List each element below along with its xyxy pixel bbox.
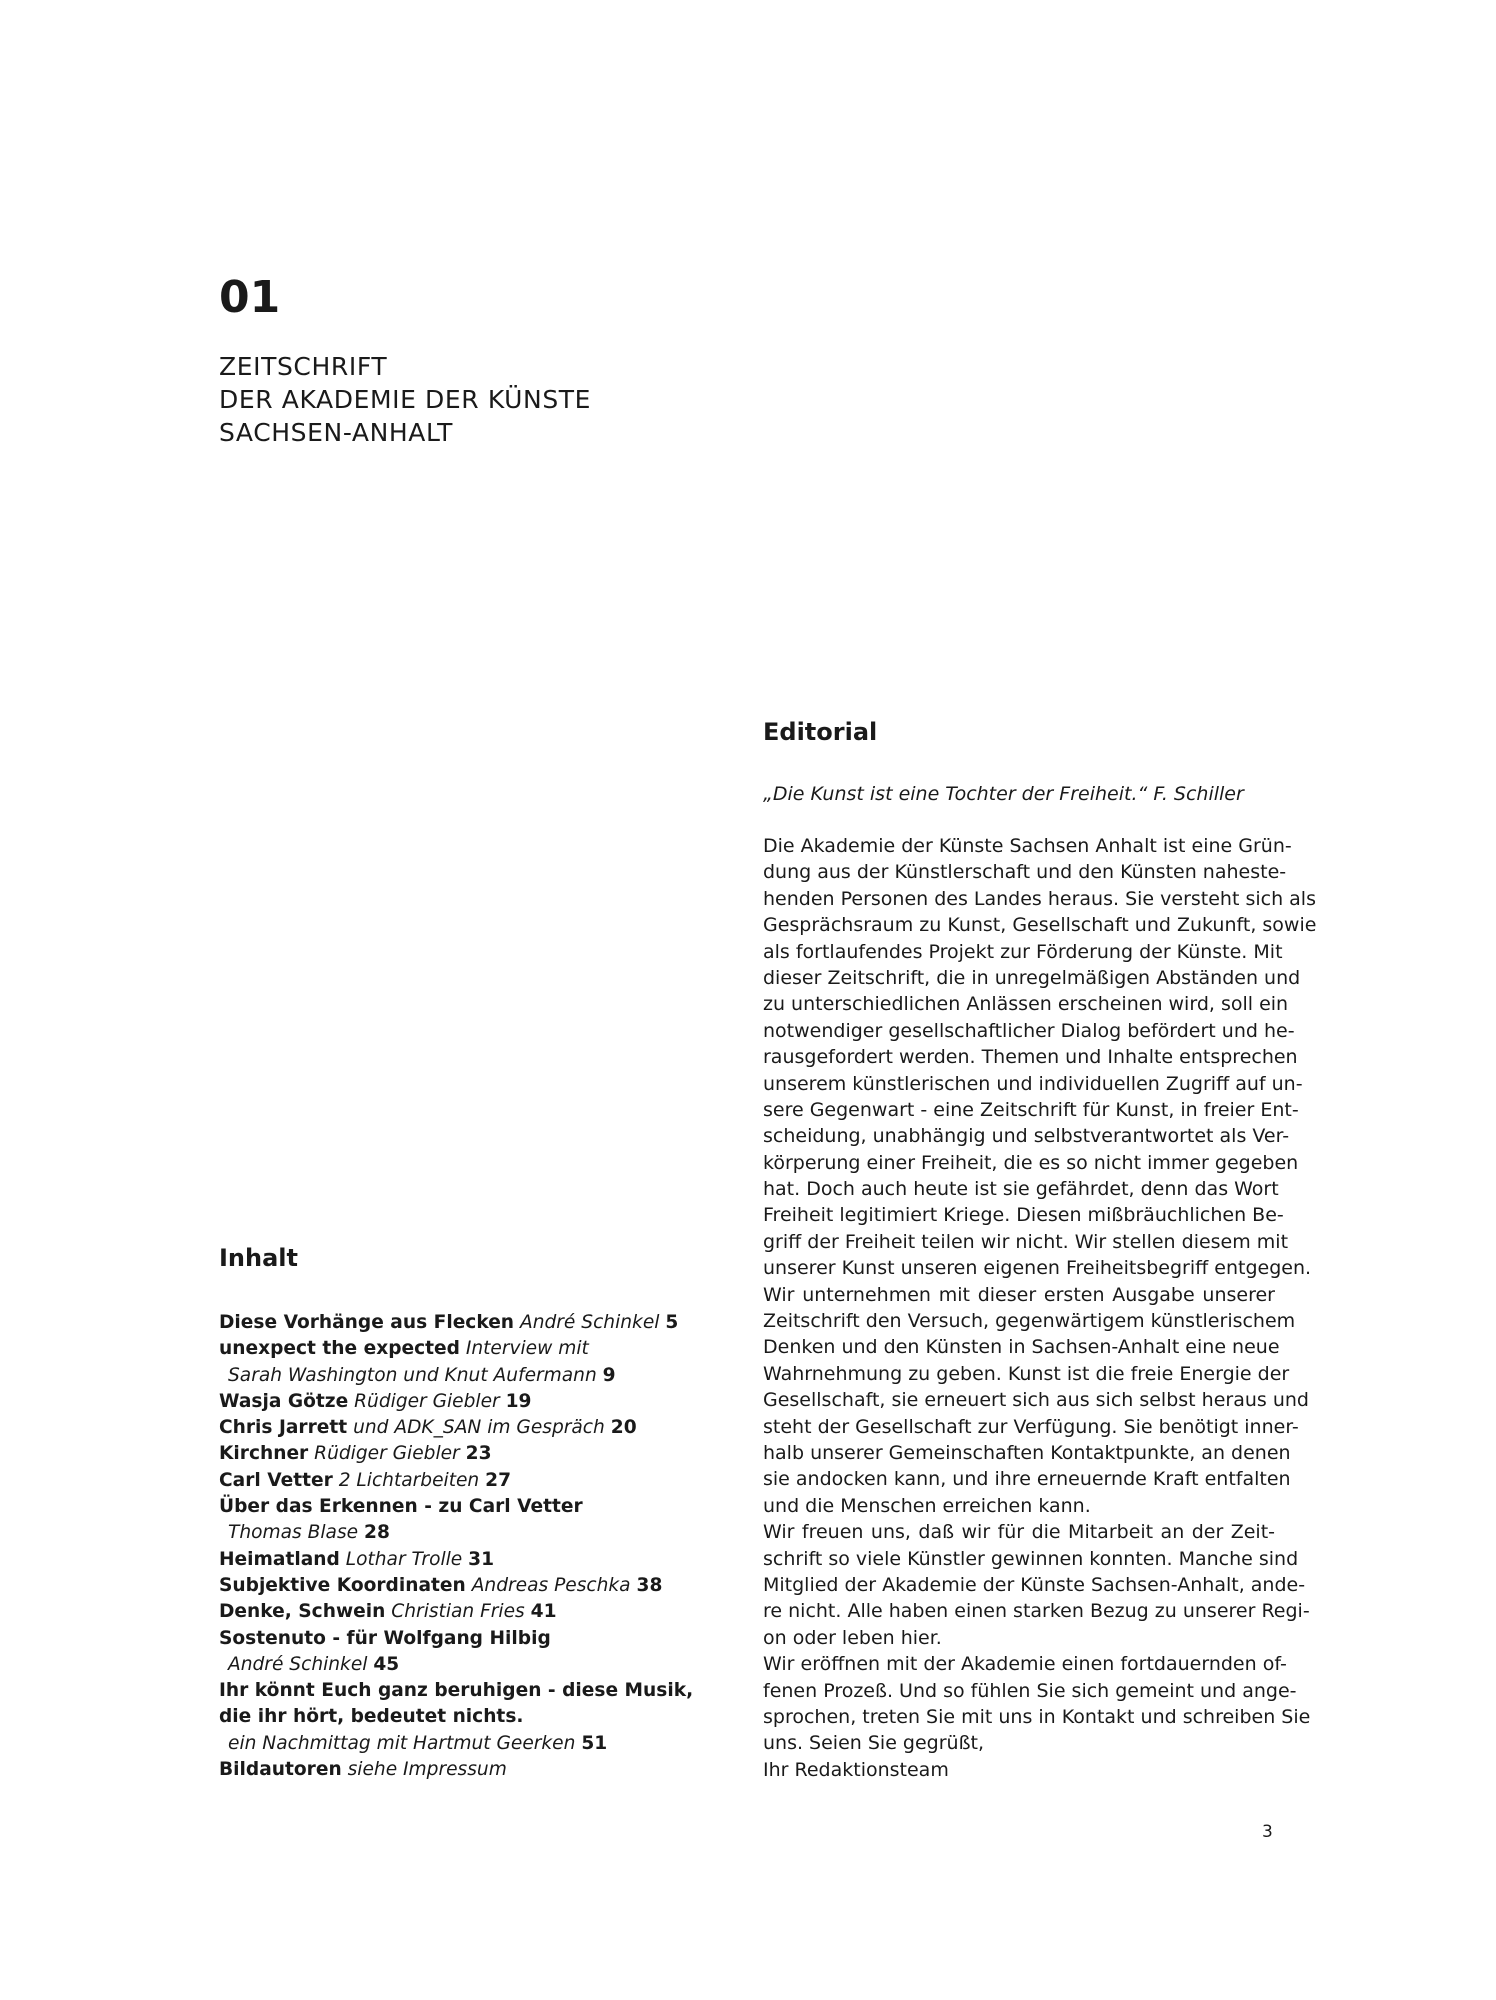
toc-entry-author: 2 Lichtarbeiten xyxy=(338,1469,480,1491)
toc-entry-page: 41 xyxy=(530,1601,557,1623)
editorial-line: notwendiger gesellschaftlicher Dialog befördert und he- xyxy=(763,1019,1295,1042)
toc-entry-page: 45 xyxy=(373,1653,400,1675)
toc-entry xyxy=(219,1678,694,1704)
toc-entry-author: Sarah Washington und Knut Aufermann xyxy=(228,1364,597,1386)
toc-entry xyxy=(219,1336,659,1362)
toc-entry xyxy=(219,1363,659,1389)
toc-entry-title: Bildautoren xyxy=(219,1759,342,1781)
editorial-line: Die Akademie der Künste Sachsen Anhalt ist eine Grün- xyxy=(763,835,1292,857)
toc-entry-author: Lothar Trolle xyxy=(345,1548,463,1570)
editorial-line: sie andocken kann, und ihre erneuernde Kraft entfalten xyxy=(763,1468,1291,1491)
editorial-line: hat. Doch auch heute ist sie gefährdet, denn das Wort xyxy=(763,1178,1279,1201)
toc-entry xyxy=(219,1704,659,1730)
toc-entry xyxy=(219,1731,659,1757)
page-number: 3 xyxy=(1262,1822,1273,1842)
toc-entry-title: Heimatland xyxy=(219,1548,340,1570)
toc-entry xyxy=(219,1494,659,1520)
toc-entry xyxy=(219,1599,659,1625)
toc-entry-title: Subjektive Koordinaten xyxy=(219,1574,466,1596)
toc-entry xyxy=(219,1415,659,1441)
toc-entry-author: Rüdiger Giebler xyxy=(354,1390,500,1412)
editorial-line: griff der Freiheit teilen wir nicht. Wir stellen diesem mit xyxy=(763,1230,1289,1253)
toc-entry xyxy=(219,1389,659,1415)
editorial-line: Freiheit legitimiert Kriege. Diesen mißbräuchlichen Be- xyxy=(763,1204,1284,1227)
toc-entry-title: Chris Jarrett xyxy=(219,1417,348,1439)
editorial-line: halb unserer Gemeinschaften Kontaktpunkte, an denen xyxy=(763,1441,1291,1464)
editorial-line: Ihr Redaktionsteam xyxy=(763,1758,949,1781)
toc-entry xyxy=(219,1547,659,1573)
editorial-body xyxy=(763,833,1317,1783)
journal-title-line: ZEITSCHRIFT xyxy=(219,352,388,381)
editorial-line: Denken und den Künsten in Sachsen-Anhalt eine neue xyxy=(763,1336,1280,1359)
editorial-line: Wir unternehmen mit dieser ersten Ausgabe unserer xyxy=(763,1283,1275,1306)
editorial-line: on oder leben hier. xyxy=(763,1626,942,1649)
editorial-line: Wahrnehmung zu geben. Kunst ist die freie Energie der xyxy=(763,1362,1290,1385)
toc-entry-title: die ihr hört, bedeutet nichts. xyxy=(219,1706,524,1728)
toc-entry-title: Über das Erkennen - zu Carl Vetter xyxy=(219,1496,583,1518)
toc-entry xyxy=(219,1310,679,1336)
editorial-line: fenen Prozeß. Und so fühlen Sie sich gemeint und ange- xyxy=(763,1679,1297,1702)
toc-entry-page: 23 xyxy=(465,1443,492,1465)
toc-entry-page: 20 xyxy=(610,1417,637,1439)
toc-entry-author: André Schinkel xyxy=(228,1653,368,1675)
editorial-line: scheidung, unabhängig und selbstverantwortet als Ver- xyxy=(763,1125,1290,1148)
toc-entry-page: 5 xyxy=(665,1312,679,1333)
toc-entry-author: Christian Fries xyxy=(391,1601,525,1623)
editorial-line: henden Personen des Landes heraus. Sie versteht sich als xyxy=(763,887,1316,910)
editorial-line: zu unterschiedlichen Anlässen erscheinen wird, soll ein xyxy=(763,993,1289,1016)
toc-entry xyxy=(219,1520,659,1546)
toc-entry-author: ein Nachmittag mit Hartmut Geerken xyxy=(228,1732,576,1754)
editorial-line: dieser Zeitschrift, die in unregelmäßigen Abständen und xyxy=(763,966,1301,989)
issue-number: 01 xyxy=(219,272,281,323)
journal-title-line: DER AKADEMIE DER KÜNSTE xyxy=(219,385,592,414)
editorial-line: und die Menschen erreichen kann. xyxy=(763,1494,1091,1517)
editorial-line: schrift so viele Künstler gewinnen konnten. Manche sind xyxy=(763,1547,1299,1570)
toc-entry xyxy=(219,1468,659,1494)
toc-entry-title: Kirchner xyxy=(219,1443,309,1465)
editorial-line: dung aus der Künstlerschaft und den Künsten naheste- xyxy=(763,861,1287,884)
editorial-line: Wir freuen uns, daß wir für die Mitarbeit an der Zeit- xyxy=(763,1521,1275,1544)
toc-entry-title: Diese Vorhänge aus Flecken xyxy=(219,1312,515,1333)
journal-title xyxy=(219,350,591,449)
toc-entry xyxy=(219,1573,663,1599)
editorial-line: rausgefordert werden. Themen und Inhalte entsprechen xyxy=(763,1046,1298,1069)
toc-entry-title: Sostenuto - für Wolfgang Hilbig xyxy=(219,1627,551,1649)
toc-entry-page: 27 xyxy=(485,1469,512,1491)
toc-entry-author: Thomas Blase xyxy=(228,1522,359,1544)
toc-entry xyxy=(219,1626,659,1652)
editorial-line: sere Gegenwart - eine Zeitschrift für Kunst, in freier Ent- xyxy=(763,1098,1299,1121)
toc-entry-author: Andreas Peschka xyxy=(471,1574,631,1596)
toc-entry-page: 19 xyxy=(505,1390,532,1412)
toc-entry-author: und ADK_SAN im Gespräch xyxy=(353,1417,605,1439)
editorial-line: Gesprächsraum zu Kunst, Gesellschaft und Zukunft, sowie xyxy=(763,914,1317,937)
toc-entry-title: Denke, Schwein xyxy=(219,1601,386,1623)
table-of-contents xyxy=(219,1310,694,1783)
toc-entry-title: Wasja Götze xyxy=(219,1390,349,1412)
toc-entry xyxy=(219,1652,659,1678)
toc-entry-title: Ihr könnt Euch ganz beruhigen - diese Musik, xyxy=(219,1680,694,1702)
toc-entry xyxy=(219,1757,659,1783)
editorial-line: Zeitschrift den Versuch, gegenwärtigem künstlerischem xyxy=(763,1310,1296,1333)
toc-entry-title: unexpect the expected xyxy=(219,1338,460,1360)
editorial-line: körperung einer Freiheit, die es so nicht immer gegeben xyxy=(763,1151,1299,1174)
editorial-line: unserer Kunst unseren eigenen Freiheitsbegriff entgegen. xyxy=(763,1257,1312,1280)
toc-entry-author: siehe Impressum xyxy=(347,1759,507,1781)
editorial-line: uns. Seien Sie gegrüßt, xyxy=(763,1732,985,1755)
editorial-line: sprochen, treten Sie mit uns in Kontakt und schreiben Sie xyxy=(763,1705,1311,1728)
editorial-line: Wir eröffnen mit der Akademie einen fortdauernden of- xyxy=(763,1653,1287,1676)
editorial-quote: „Die Kunst ist eine Tochter der Freiheit.“ F. Schiller xyxy=(763,783,1244,805)
editorial-heading: Editorial xyxy=(763,718,878,746)
editorial-line: Mitglied der Akademie der Künste Sachsen-Anhalt, ande- xyxy=(763,1573,1306,1596)
editorial-line: Gesellschaft, sie erneuert sich aus sich selbst heraus und xyxy=(763,1389,1309,1412)
toc-entry-author: Rüdiger Giebler xyxy=(314,1443,460,1465)
toc-entry-page: 38 xyxy=(636,1574,663,1596)
journal-title-line: SACHSEN-ANHALT xyxy=(219,418,453,447)
editorial-line: als fortlaufendes Projekt zur Förderung der Künste. Mit xyxy=(763,940,1283,963)
toc-entry xyxy=(219,1441,659,1467)
contents-heading: Inhalt xyxy=(219,1244,298,1272)
toc-entry-author: Interview mit xyxy=(465,1338,589,1360)
toc-entry-page: 9 xyxy=(602,1364,616,1386)
editorial-line: steht der Gesellschaft zur Verfügung. Sie benötigt inner- xyxy=(763,1415,1299,1438)
editorial-line: re nicht. Alle haben einen starken Bezug zu unserer Regi- xyxy=(763,1600,1310,1623)
toc-entry-page: 28 xyxy=(364,1522,390,1544)
editorial-line: unserem künstlerischen und individuellen Zugriff auf un- xyxy=(763,1072,1303,1095)
toc-entry-page: 51 xyxy=(581,1732,608,1754)
toc-entry-author: André Schinkel xyxy=(519,1312,660,1333)
toc-entry-page: 31 xyxy=(468,1548,495,1570)
toc-entry-title: Carl Vetter xyxy=(219,1469,333,1491)
